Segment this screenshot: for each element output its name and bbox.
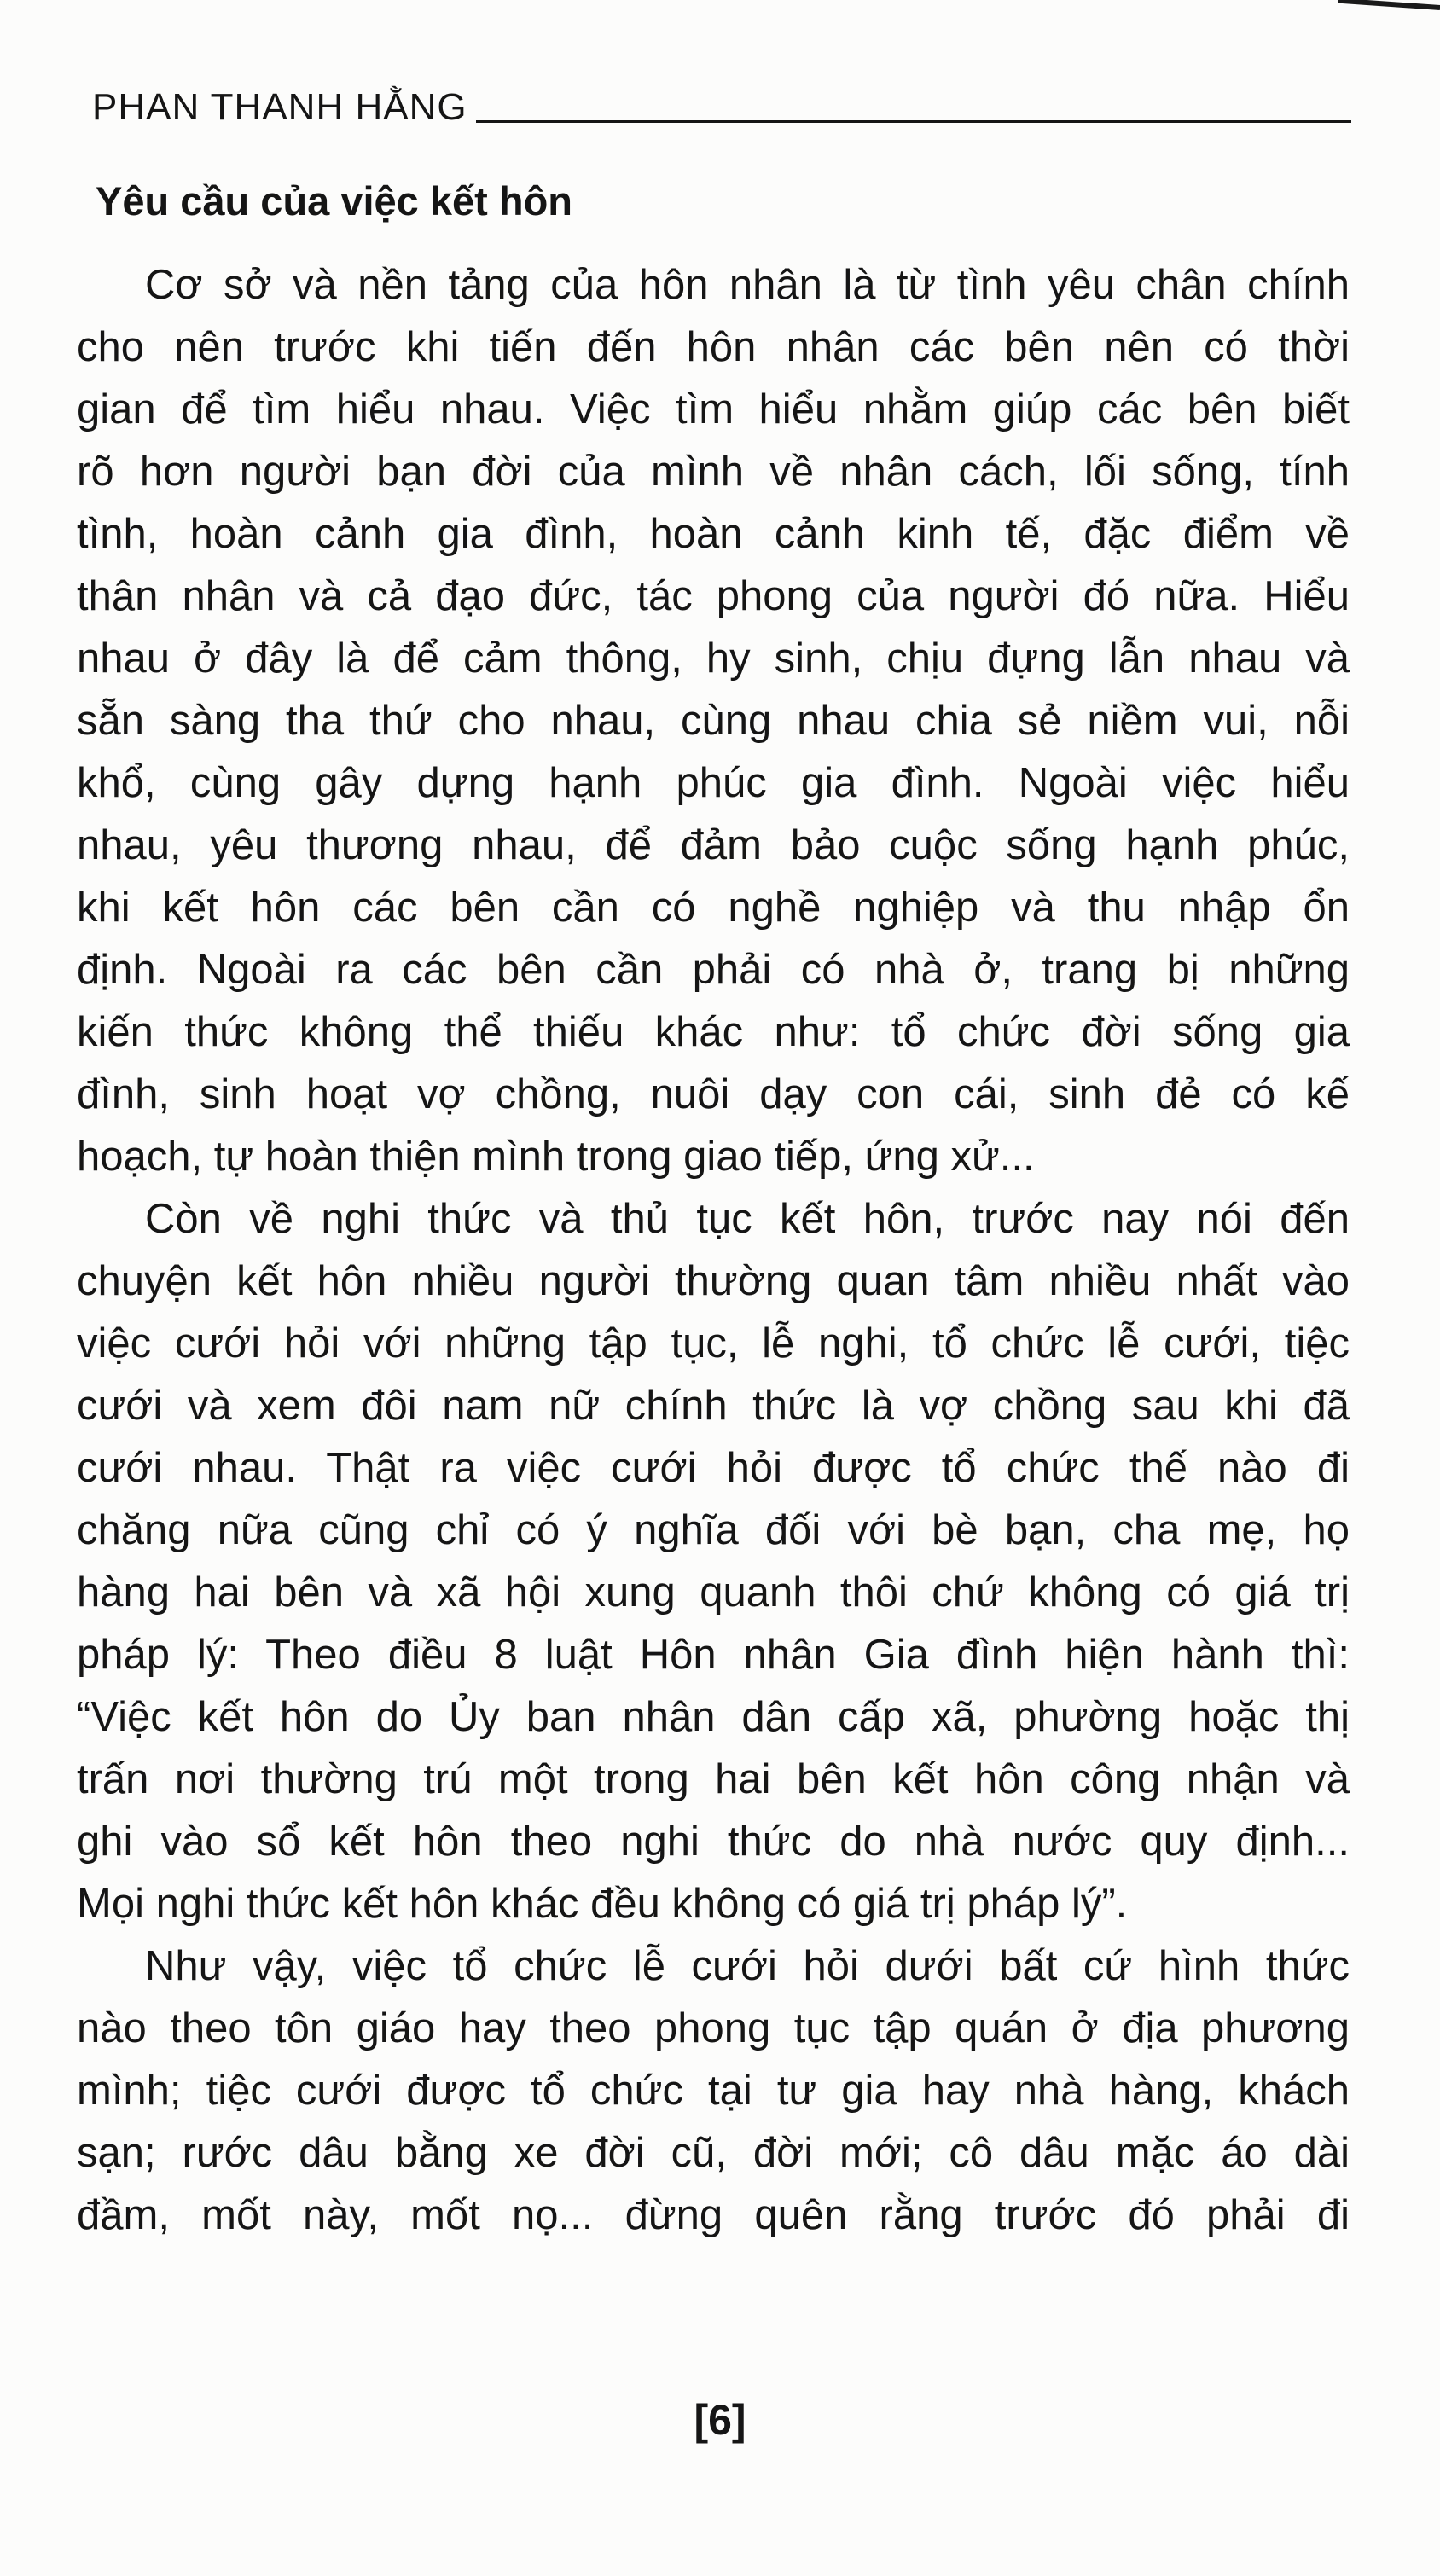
text-line: việc cưới hỏi với những tập tục, lễ nghi, tổ chức lễ cưới, tiệc	[77, 1320, 1350, 1366]
text-line: định. Ngoài ra các bên cần phải có nhà ở, trang bị những	[77, 947, 1350, 993]
text-line: pháp lý: Theo điều 8 luật Hôn nhân Gia đình hiện hành thì:	[77, 1632, 1350, 1678]
text-line: Còn về nghi thức và thủ tục kết hôn, trước nay nói đến	[145, 1196, 1350, 1242]
text-line: hoạch, tự hoàn thiện mình trong giao tiếp, ứng xử...	[77, 1134, 1035, 1180]
text-line: chuyện kết hôn nhiều người thường quan tâm nhiều nhất vào	[77, 1258, 1350, 1304]
text-line: hàng hai bên và xã hội xung quanh thôi chứ không có giá trị	[77, 1569, 1350, 1616]
text-line: chăng nữa cũng chỉ có ý nghĩa đối với bè bạn, cha mẹ, họ	[77, 1507, 1350, 1553]
paragraph-1	[77, 254, 1350, 1188]
text-line: cưới và xem đôi nam nữ chính thức là vợ chồng sau khi đã	[77, 1383, 1350, 1429]
text-line: gian để tìm hiểu nhau. Việc tìm hiểu nhằm giúp các bên biết	[77, 386, 1350, 432]
running-header	[92, 75, 1351, 126]
text-line: khi kết hôn các bên cần có nghề nghiệp và thu nhập ổn	[77, 885, 1350, 931]
text-line: Mọi nghi thức kết hôn khác đều không có giá trị pháp lý”.	[77, 1881, 1128, 1927]
text-line: thân nhân và cả đạo đức, tác phong của người đó nữa. Hiểu	[77, 573, 1350, 619]
section-title: Yêu cầu của việc kết hôn	[96, 178, 572, 223]
body-text	[77, 254, 1350, 2247]
paragraph-3	[77, 1935, 1350, 2247]
text-line: sạn; rước dâu bằng xe đời cũ, đời mới; cô dâu mặc áo dài	[77, 2130, 1350, 2176]
text-line: sẵn sàng tha thứ cho nhau, cùng nhau chia sẻ niềm vui, nỗi	[77, 698, 1350, 744]
text-line: cho nên trước khi tiến đến hôn nhân các bên nên có thời	[77, 324, 1350, 370]
text-line: mình; tiệc cưới được tổ chức tại tư gia hay nhà hàng, khách	[77, 2068, 1350, 2114]
text-line: rõ hơn người bạn đời của mình về nhân cách, lối sống, tính	[77, 449, 1350, 495]
text-line: nhau ở đây là để cảm thông, hy sinh, chịu đựng lẫn nhau và	[77, 635, 1350, 682]
text-line: nào theo tôn giáo hay theo phong tục tập quán ở địa phương	[77, 2005, 1350, 2051]
text-line: tình, hoàn cảnh gia đình, hoàn cảnh kinh tế, đặc điểm về	[77, 511, 1350, 557]
text-line: cưới nhau. Thật ra việc cưới hỏi được tổ chức thế nào đi	[77, 1445, 1350, 1491]
text-line: nhau, yêu thương nhau, để đảm bảo cuộc sống hạnh phúc,	[77, 822, 1350, 868]
header-rule	[476, 120, 1351, 123]
paragraph-2	[77, 1188, 1350, 1935]
text-line: khổ, cùng gây dựng hạnh phúc gia đình. Ngoài việc hiểu	[77, 760, 1350, 806]
text-line: trấn nơi thường trú một trong hai bên kết hôn công nhận và	[77, 1756, 1350, 1802]
text-line: Cơ sở và nền tảng của hôn nhân là từ tình yêu chân chính	[145, 262, 1350, 308]
text-line: đầm, mốt này, mốt nọ... đừng quên rằng trước đó phải đi	[77, 2192, 1350, 2238]
text-line: ghi vào sổ kết hôn theo nghi thức do nhà nước quy định...	[77, 1819, 1350, 1865]
header-author: PHAN THANH HẰNG	[92, 86, 467, 128]
text-line: Như vậy, việc tổ chức lễ cưới hỏi dưới bất cứ hình thức	[145, 1943, 1350, 1989]
text-line: “Việc kết hôn do Ủy ban nhân dân cấp xã, phường hoặc thị	[77, 1694, 1350, 1740]
scan-edge-mark	[1338, 0, 1440, 10]
page-number: [6]	[694, 2396, 746, 2444]
text-line: kiến thức không thể thiếu khác như: tổ chức đời sống gia	[77, 1009, 1350, 1055]
text-line: đình, sinh hoạt vợ chồng, nuôi dạy con cái, sinh đẻ có kế	[77, 1071, 1350, 1117]
